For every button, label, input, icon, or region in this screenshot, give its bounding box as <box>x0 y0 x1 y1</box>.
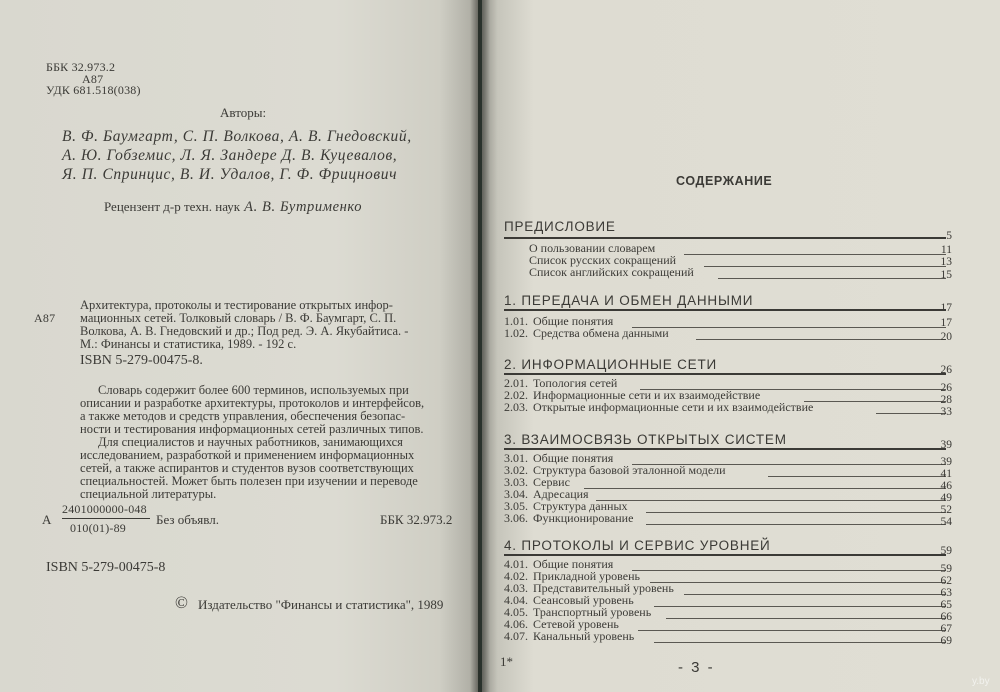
authors-line-3: Я. П. Спринцис, В. И. Удалов, Г. Ф. Фрицнович <box>62 166 398 183</box>
annotation-line-8: специальностей. Может быть полезен при изучении и переводе <box>80 474 418 488</box>
reviewer-line <box>104 198 362 216</box>
toc-item <box>504 629 634 644</box>
toc-item-page: 11 <box>940 244 952 256</box>
toc-item-number: 3.06. <box>504 511 528 525</box>
watermark: y.by <box>972 676 990 687</box>
page-number: - 3 - <box>678 659 715 676</box>
toc-item-number: 4.05. <box>504 605 528 619</box>
toc-item-page: 52 <box>940 504 952 516</box>
toc-item-page: 39 <box>940 456 952 468</box>
toc-leader <box>684 594 946 595</box>
toc-leader <box>646 524 946 525</box>
toc-leader <box>654 606 946 607</box>
annotation-line-2: описании и разработке архитектуры, протоколов и интерфейсов, <box>80 396 425 410</box>
toc-leader <box>876 413 946 414</box>
toc-item-page: 33 <box>940 406 952 418</box>
formula-rule <box>62 518 150 519</box>
toc-item-page: 65 <box>940 599 952 611</box>
toc-rule <box>504 309 946 311</box>
reviewer-prefix: Рецензент д-р техн. наук <box>104 199 241 214</box>
toc-section-page: 5 <box>946 230 952 242</box>
toc-section-title: 2. ИНФОРМАЦИОННЫЕ СЕТИ <box>504 357 718 372</box>
toc-section-title: ПРЕДИСЛОВИЕ <box>504 219 616 234</box>
toc-item-label: Открытые информационные сети и их взаимодействие <box>533 400 814 414</box>
toc-item-number: 4.07. <box>504 629 528 643</box>
toc-item-page: 46 <box>940 480 952 492</box>
toc-leader <box>704 266 946 267</box>
toc-item-page: 59 <box>940 563 952 575</box>
toc-section-title: 3. ВЗАИМОСВЯЗЬ ОТКРЫТЫХ СИСТЕМ <box>504 432 787 447</box>
udk-code: УДК 681.518(038) <box>46 83 141 97</box>
book-spine-shadow <box>470 0 490 692</box>
toc-item-label: Сетевой уровень <box>533 617 619 631</box>
toc-leader <box>646 512 946 513</box>
formula-numerator: 2401000000-048 <box>62 502 147 516</box>
toc-section-title: 1. ПЕРЕДАЧА И ОБМЕН ДАННЫМИ <box>504 293 754 308</box>
toc-item: О пользовании словарем <box>529 241 656 255</box>
formula-letter: А <box>42 512 52 527</box>
toc-item-number: 2.02. <box>504 388 528 402</box>
toc-leader <box>684 254 946 255</box>
toc-item-page: 26 <box>940 382 952 394</box>
toc-item-label: Информационные сети и их взаимодействие <box>533 388 761 402</box>
toc-leader <box>584 488 946 489</box>
formula-denominator: 010(01)-89 <box>70 521 126 535</box>
toc-item-number: 4.04. <box>504 593 528 607</box>
isbn-bottom: ISBN 5-279-00475-8 <box>46 560 166 575</box>
toc-item-label: Транспортный уровень <box>533 605 652 619</box>
toc-item-number: 2.03. <box>504 400 528 414</box>
annotation-line-7: сетей, а также аспирантов и студентов вузов соответствующих <box>80 461 414 475</box>
toc-section-title: 4. ПРОТОКОЛЫ И СЕРВИС УРОВНЕЙ <box>504 538 771 553</box>
toc-item-page: 15 <box>940 269 952 281</box>
toc-section-page: 26 <box>940 364 952 376</box>
toc-item-label: Общие понятия <box>533 557 614 571</box>
toc-rule <box>504 448 946 450</box>
toc-item <box>504 400 813 415</box>
toc-item-label: Канальный уровень <box>533 629 635 643</box>
right-page <box>482 0 1000 692</box>
toc-item-page: 54 <box>940 516 952 528</box>
toc-item-page: 69 <box>940 635 952 647</box>
toc-item-number: 3.04. <box>504 487 528 501</box>
bbk-code: ББК 32.973.2 <box>46 60 116 74</box>
toc-item <box>504 326 669 341</box>
toc-item-number: 4.01. <box>504 557 528 571</box>
toc-item-page: 63 <box>940 587 952 599</box>
toc-leader <box>632 327 946 328</box>
toc-rule <box>504 554 946 556</box>
copyright-icon: © <box>175 593 188 612</box>
toc-leader <box>718 278 946 279</box>
catalog-line-4: М.: Финансы и статистика, 1989. - 192 с. <box>80 337 297 351</box>
toc-leader <box>596 500 946 501</box>
toc-item-label: Структура базовой эталонной модели <box>533 463 726 477</box>
toc-item-label: Топология сетей <box>533 376 618 390</box>
bbk-bottom: ББК 32.973.2 <box>380 512 453 527</box>
toc-leader <box>768 476 946 477</box>
toc-item-page: 17 <box>940 317 952 329</box>
toc-leader <box>650 582 946 583</box>
authors-line-1: В. Ф. Баумгарт, С. П. Волкова, А. В. Гнедовский, <box>62 128 412 145</box>
toc-rule <box>504 373 946 375</box>
signature-mark: 1* <box>500 654 513 669</box>
toc-item-number: 3.02. <box>504 463 528 477</box>
toc-item-label: Адресация <box>533 487 589 501</box>
toc-leader <box>666 618 946 619</box>
copyright-text: Издательство "Финансы и статистика", 1989 <box>198 597 444 612</box>
toc-item-page: 13 <box>940 256 952 268</box>
toc-section-page: 39 <box>940 439 952 451</box>
toc-item-label: Сеансовый уровень <box>533 593 634 607</box>
authors-line-2: А. Ю. Гобземис, Л. Я. Зандере Д. В. Куцевалов, <box>62 147 398 164</box>
annotation-line-4: ности и тестирования информационных сетей различных типов. <box>80 422 424 436</box>
left-page <box>0 0 478 692</box>
toc-heading: СОДЕРЖАНИЕ <box>676 174 773 188</box>
toc-item-page: 49 <box>940 492 952 504</box>
reviewer-name: А. В. Бутрименко <box>244 199 363 215</box>
toc-leader <box>696 339 946 340</box>
toc-item-number: 3.05. <box>504 499 528 513</box>
toc-item <box>504 511 633 526</box>
toc-item-number: 3.01. <box>504 451 528 465</box>
toc-rule <box>504 237 946 239</box>
toc-item-label: Структура данных <box>533 499 628 513</box>
annotation-line-5: Для специалистов и научных работников, занимающихся <box>98 435 403 449</box>
toc-item: Список английских сокращений <box>529 265 694 279</box>
toc-item-number: 4.02. <box>504 569 528 583</box>
catalog-code: А87 <box>34 311 56 325</box>
toc-item-page: 62 <box>940 575 952 587</box>
toc-item-label: Представительный уровень <box>533 581 674 595</box>
toc-item-page: 20 <box>940 331 952 343</box>
no-announce: Без объявл. <box>156 512 219 527</box>
toc-item-number: 1.02. <box>504 326 528 340</box>
table-of-contents <box>504 213 952 653</box>
toc-item-number: 3.03. <box>504 475 528 489</box>
toc-item-number: 2.01. <box>504 376 528 390</box>
toc-item-number: 1.01. <box>504 314 528 328</box>
toc-item-label: Сервис <box>533 475 570 489</box>
toc-leader <box>804 401 946 402</box>
toc-item: Список русских сокращений <box>529 253 677 267</box>
toc-leader <box>638 630 946 631</box>
catalog-line-2: мационных сетей. Толковый словарь / В. Ф. Баумгарт, С. П. <box>80 311 397 325</box>
toc-section-page: 17 <box>940 302 952 314</box>
toc-item-label: Функционирование <box>533 511 634 525</box>
annotation-line-3: а также методов и средств управления, обеспечения безопас- <box>80 409 406 423</box>
catalog-line-3: Волкова, А. В. Гнедовский и др.; Под ред. Э. А. Якубайтиса. - <box>80 324 409 338</box>
toc-item-number: 4.06. <box>504 617 528 631</box>
annotation-line-1: Словарь содержит более 600 терминов, используемых при <box>98 383 409 397</box>
annotation-line-6: исследованием, разработкой и применением информационных <box>80 448 415 462</box>
toc-section-page: 59 <box>940 545 952 557</box>
catalog-line-1: Архитектура, протоколы и тестирование открытых инфор- <box>80 298 393 312</box>
toc-item-label: Прикладной уровень <box>533 569 640 583</box>
author-mark-top: А87 <box>82 72 104 86</box>
toc-item-page: 41 <box>940 468 952 480</box>
toc-item-number: 4.03. <box>504 581 528 595</box>
toc-item-label: Общие понятия <box>533 451 614 465</box>
toc-item-label: Средства обмена данными <box>533 326 669 340</box>
toc-item-page: 28 <box>940 394 952 406</box>
isbn-catalog: ISBN 5-279-00475-8. <box>80 353 203 368</box>
toc-item-label: Общие понятия <box>533 314 614 328</box>
annotation-line-9: специальной литературы. <box>80 487 217 501</box>
toc-leader <box>632 570 946 571</box>
authors-label: Авторы: <box>220 105 267 120</box>
toc-item-page: 66 <box>940 611 952 623</box>
toc-item-page: 67 <box>940 623 952 635</box>
toc-leader <box>654 642 946 643</box>
